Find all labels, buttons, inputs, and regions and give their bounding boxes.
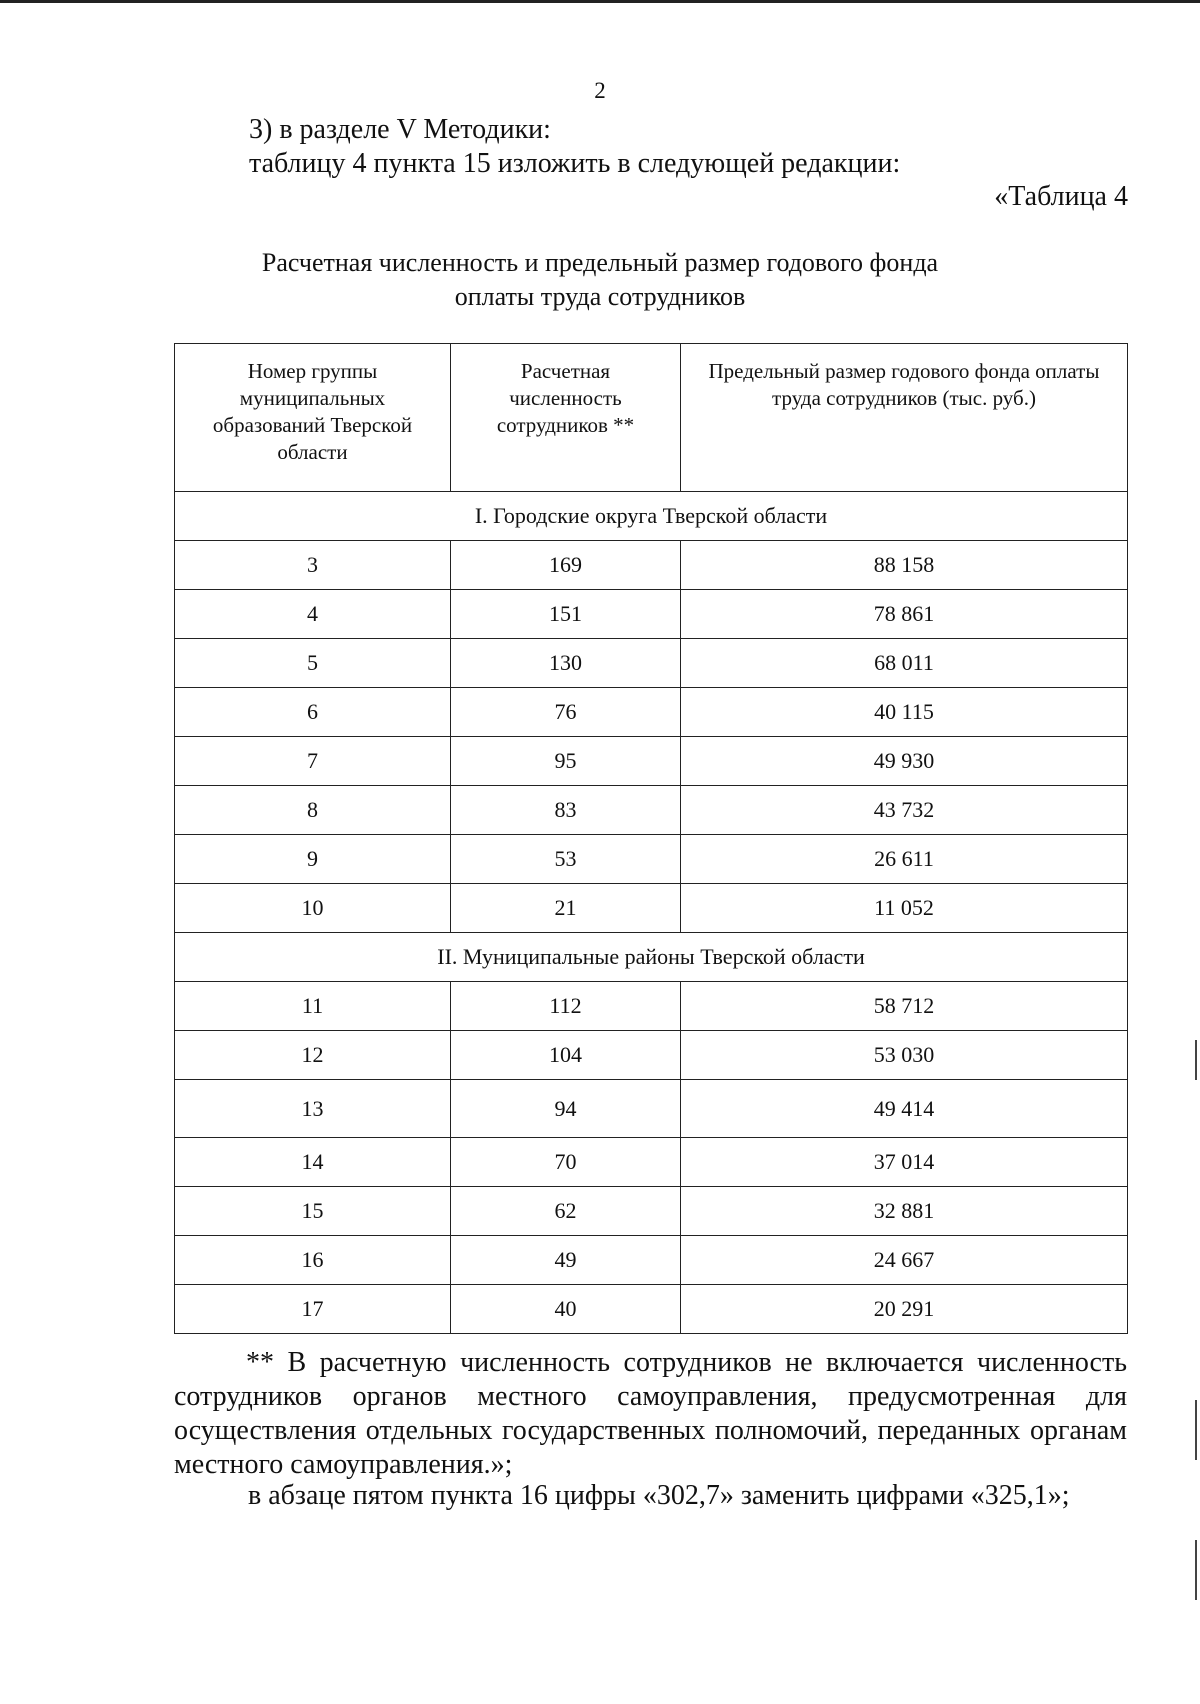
table-header-row xyxy=(175,344,1128,492)
cell-group: 7 xyxy=(175,737,451,786)
cell-group: 5 xyxy=(175,639,451,688)
table-row xyxy=(175,688,1128,737)
cell-fund: 58 712 xyxy=(681,982,1128,1031)
table-row xyxy=(175,1080,1128,1138)
cell-fund: 40 115 xyxy=(681,688,1128,737)
header-payroll-fund xyxy=(681,344,1128,492)
scan-edge-mark xyxy=(1195,1400,1197,1460)
cell-fund: 37 014 xyxy=(681,1138,1128,1187)
cell-group: 11 xyxy=(175,982,451,1031)
scan-edge-mark xyxy=(1195,1040,1197,1080)
section-row xyxy=(175,492,1128,541)
cell-fund: 24 667 xyxy=(681,1236,1128,1285)
amendment-line: в абзаце пятом пункта 16 цифры «302,7» заменить цифрами «325,1»; xyxy=(248,1480,1070,1511)
page-top-border xyxy=(0,0,1200,3)
section-title: II. Муниципальные районы Тверской области xyxy=(175,933,1128,982)
cell-group: 3 xyxy=(175,541,451,590)
cell-headcount: 95 xyxy=(451,737,681,786)
header-group-number xyxy=(175,344,451,492)
cell-group: 9 xyxy=(175,835,451,884)
header-headcount-text: Расчетная численность сотрудников ** xyxy=(496,359,635,437)
cell-group: 15 xyxy=(175,1187,451,1236)
cell-fund: 26 611 xyxy=(681,835,1128,884)
header-payroll-fund-text: Предельный размер годового фонда оплаты труда сотрудников (тыс. руб.) xyxy=(708,359,1100,410)
cell-headcount: 62 xyxy=(451,1187,681,1236)
page-number: 2 xyxy=(594,78,606,103)
table-row xyxy=(175,1138,1128,1187)
cell-fund: 11 052 xyxy=(681,884,1128,933)
cell-headcount: 21 xyxy=(451,884,681,933)
cell-fund: 49 414 xyxy=(681,1080,1128,1138)
table-row xyxy=(175,737,1128,786)
scan-edge-mark xyxy=(1195,1540,1197,1600)
cell-group: 6 xyxy=(175,688,451,737)
cell-headcount: 40 xyxy=(451,1285,681,1334)
cell-fund: 20 291 xyxy=(681,1285,1128,1334)
footnote: ** В расчетную численность сотрудников не включается численность сотрудников органов местного самоуправления, предусмотренная для осуществления отдельных государственных полномочий, переданных органам местного самоуправления.»; xyxy=(174,1347,1127,1480)
cell-headcount: 169 xyxy=(451,541,681,590)
cell-fund: 32 881 xyxy=(681,1187,1128,1236)
cell-fund: 53 030 xyxy=(681,1031,1128,1080)
cell-fund: 78 861 xyxy=(681,590,1128,639)
table-title xyxy=(0,246,1200,314)
table-label: «Таблица 4 xyxy=(994,181,1128,212)
table-row xyxy=(175,1031,1128,1080)
cell-fund: 88 158 xyxy=(681,541,1128,590)
cell-group: 13 xyxy=(175,1080,451,1138)
table-title-text: Расчетная численность и предельный размер годового фонда оплаты труда сотрудников xyxy=(261,248,939,311)
table-row xyxy=(175,1187,1128,1236)
table-row xyxy=(175,1236,1128,1285)
intro-line-1: 3) в разделе V Методики: xyxy=(249,114,551,145)
cell-headcount: 104 xyxy=(451,1031,681,1080)
table-row xyxy=(175,786,1128,835)
cell-fund: 68 011 xyxy=(681,639,1128,688)
table-row xyxy=(175,639,1128,688)
intro-line-2: таблицу 4 пункта 15 изложить в следующей редакции: xyxy=(249,148,901,179)
header-headcount xyxy=(451,344,681,492)
table-row xyxy=(175,590,1128,639)
header-group-number-text: Номер группы муниципальных образований Тверской области xyxy=(212,359,413,464)
cell-group: 8 xyxy=(175,786,451,835)
cell-group: 4 xyxy=(175,590,451,639)
cell-group: 16 xyxy=(175,1236,451,1285)
data-table xyxy=(174,343,1128,1334)
cell-headcount: 83 xyxy=(451,786,681,835)
cell-headcount: 94 xyxy=(451,1080,681,1138)
table-row xyxy=(175,982,1128,1031)
cell-fund: 43 732 xyxy=(681,786,1128,835)
cell-group: 14 xyxy=(175,1138,451,1187)
cell-headcount: 151 xyxy=(451,590,681,639)
cell-group: 12 xyxy=(175,1031,451,1080)
cell-group: 10 xyxy=(175,884,451,933)
table-row xyxy=(175,1285,1128,1334)
table-row xyxy=(175,835,1128,884)
cell-fund: 49 930 xyxy=(681,737,1128,786)
section-row xyxy=(175,933,1128,982)
cell-headcount: 49 xyxy=(451,1236,681,1285)
section-title: I. Городские округа Тверской области xyxy=(175,492,1128,541)
cell-headcount: 130 xyxy=(451,639,681,688)
cell-headcount: 53 xyxy=(451,835,681,884)
table-row xyxy=(175,884,1128,933)
cell-headcount: 70 xyxy=(451,1138,681,1187)
table-row xyxy=(175,541,1128,590)
cell-group: 17 xyxy=(175,1285,451,1334)
cell-headcount: 76 xyxy=(451,688,681,737)
cell-headcount: 112 xyxy=(451,982,681,1031)
